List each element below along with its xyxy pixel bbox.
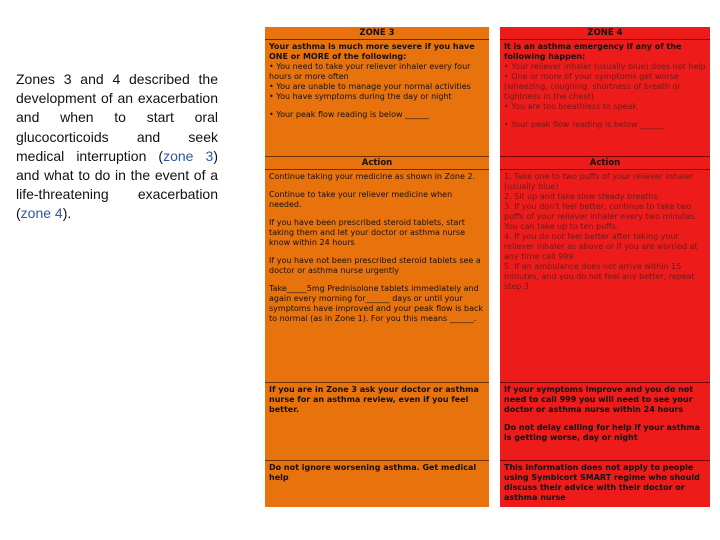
zone3-title: ZONE 3 <box>265 27 489 40</box>
zone3-intro: Your asthma is much more severe if you have ONE or MORE of the following: <box>269 42 475 61</box>
zone3-panel <box>265 27 489 507</box>
zone4-sign: • Your reliever inhaler (usually blue) does not help <box>504 62 706 71</box>
zone3-review: If you are in Zone 3 ask your doctor or asthma nurse for an asthma review, even if you feel better. <box>265 383 489 461</box>
caption-zone4-link: zone 4 <box>20 205 63 222</box>
zone4-action: 5. If an ambulance does not arrive within 15 minutes, and you do not feel any better, repeat step 3 <box>504 262 695 291</box>
zone3-action: If you have been prescribed steroid tablets, start taking them and let your doctor or asthma nurse know within 24 hours <box>269 218 465 247</box>
zone3-action: If you have not been prescribed steroid tablets see a doctor or asthma nurse urgently <box>269 256 481 275</box>
zone4-followup <box>500 383 710 461</box>
caption-text <box>16 70 218 224</box>
zone3-warning: Do not ignore worsening asthma. Get medical help <box>269 463 477 482</box>
caption-part: ) and what to do in the event of a life-threatening exacerbation ( <box>16 147 218 222</box>
zone4-action: 4. If you do not feel better after taking your reliever inhaler as above or if you are worried at any time call 999 <box>504 232 698 261</box>
zone3-action: Take_____5mg Prednisolone tablets immediately and again every morning for______ days or until your symptoms have improved and your peak flow is back to normal (as in Zone 1). For you this means ______. <box>269 284 484 323</box>
zone4-title: ZONE 4 <box>500 27 710 40</box>
caption-zone3-link: zone 3 <box>163 147 214 164</box>
zone3-action: Continue to take your reliever medicine when needed. <box>269 190 453 209</box>
zone3-sign: • You are unable to manage your normal activities <box>269 82 471 91</box>
zone4-sign: • One or more of your symptoms get worse (wheezing, coughing, shortness of breath or tightness in the chest) <box>504 72 681 101</box>
zone4-actions <box>500 170 710 383</box>
zone4-action: 1. Take one to two puffs of your reliever inhaler (usually blue) <box>504 172 694 191</box>
zone4-sign: • Your peak flow reading is below ______ <box>504 120 665 129</box>
zone4-improve: If your symptoms improve and you do not need to call 999 you will need to see your doctor or asthma nurse within 24 hours <box>504 385 694 414</box>
zone3-action: Continue taking your medicine as shown in Zone 2. <box>269 172 476 181</box>
zone3-sign: • You have symptoms during the day or night <box>269 92 452 101</box>
zone3-action-title: Action <box>265 157 489 170</box>
zone4-intro: It is an asthma emergency if any of the following happen: <box>504 42 682 61</box>
caption-part: Zones 3 and 4 described the development of an exacerbation and when to start oral glucocorticoids and seek medical interruption ( <box>16 71 218 164</box>
zone3-actions <box>265 170 489 383</box>
zone3-symptoms <box>265 40 489 157</box>
zone3-sign: • You need to take your reliever inhaler every four hours or more often <box>269 62 471 81</box>
zone3-sign: • Your peak flow reading is below ______ <box>269 110 430 119</box>
zone4-symptoms <box>500 40 710 157</box>
zone4-delay: Do not delay calling for help if your asthma is getting worse, day or night <box>504 423 700 442</box>
zone4-sign: • You are too breathless to speak <box>504 102 638 111</box>
caption-part: ). <box>62 205 72 222</box>
zone4-action: 2. Sit up and take slow steady breaths <box>504 192 658 201</box>
zone4-action-title: Action <box>500 157 710 170</box>
zone4-panel <box>500 27 710 507</box>
zone4-smart-note: This information does not apply to people using Symbicort SMART regime who should discuss their advice with their doctor or asthma nurse <box>504 463 700 502</box>
zone4-action: 3. If you don't feel better, continue to take two puffs of your reliever inhaler every two minutes. You can take up to ten puffs. <box>504 202 698 231</box>
